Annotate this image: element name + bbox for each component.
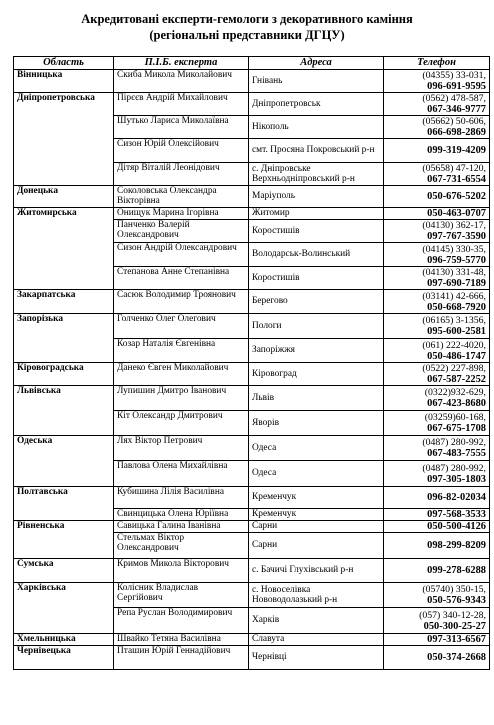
address-cell: Маріуполь bbox=[249, 186, 384, 208]
address-cell: Львів bbox=[249, 386, 384, 411]
phone-cell bbox=[384, 267, 490, 290]
region-cell: Одеська bbox=[14, 436, 114, 487]
phone-mobile: 097-313-6567 bbox=[427, 634, 486, 645]
expert-name-cell: Швайко Тетяна Василівна bbox=[114, 634, 249, 646]
table-row bbox=[14, 559, 490, 583]
phone-cell bbox=[384, 634, 490, 646]
phone-mobile: 097-568-3533 bbox=[427, 509, 486, 520]
phone-mobile: 067-675-1708 bbox=[427, 423, 486, 434]
expert-name-cell: Сизон Андрій Олександрович bbox=[114, 243, 249, 267]
phone-landline: (05740) 350-15, bbox=[422, 584, 486, 595]
phone-cell bbox=[384, 386, 490, 411]
phone-landline: (0487) 280-992, bbox=[422, 462, 486, 474]
address-cell: с. Бачичі Глухівський р-н bbox=[249, 559, 384, 583]
phone-cell bbox=[384, 363, 490, 386]
table-row bbox=[14, 583, 490, 608]
phone-cell bbox=[384, 70, 490, 93]
phone-mobile: 066-698-2869 bbox=[427, 127, 486, 138]
phone-mobile: 095-600-2581 bbox=[427, 326, 486, 337]
phone-mobile: 098-299-8209 bbox=[427, 540, 486, 551]
expert-name-cell: Данеко Євген Миколайович bbox=[114, 363, 249, 386]
phone-cell bbox=[384, 533, 490, 559]
expert-name-cell: Дітяр Віталій Леонідович bbox=[114, 163, 249, 186]
phone-cell bbox=[384, 608, 490, 634]
expert-name-cell: Степанова Анне Степанівна bbox=[114, 267, 249, 290]
address-cell: Пологи bbox=[249, 314, 384, 339]
expert-name-cell: Свинцицька Олена Юріївна bbox=[114, 509, 249, 521]
table-row bbox=[14, 93, 490, 116]
region-cell: Рівненська bbox=[14, 521, 114, 559]
phone-landline: (06165) 3-1356, bbox=[422, 315, 486, 326]
address-cell: Одеса bbox=[249, 436, 384, 461]
phone-cell bbox=[384, 290, 490, 314]
document-subtitle: (регіональні представники ДГЦУ) bbox=[149, 28, 345, 42]
phone-cell bbox=[384, 163, 490, 186]
phone-landline: (04130) 331-48, bbox=[422, 267, 486, 278]
region-cell: Вінницька bbox=[14, 70, 114, 93]
table-header-row bbox=[14, 57, 490, 70]
region-cell: Хмельницька bbox=[14, 634, 114, 646]
phone-mobile: 050-668-7920 bbox=[427, 301, 486, 313]
expert-name-cell: Савицька Галина Іванівна bbox=[114, 521, 249, 533]
region-cell: Полтавська bbox=[14, 487, 114, 521]
phone-mobile: 067-587-2252 bbox=[427, 374, 486, 385]
document-title: Акредитовані експерти-гемологи з декоративного каміння bbox=[81, 12, 413, 26]
phone-landline: (061) 222-4020, bbox=[422, 339, 486, 351]
phone-mobile: 096-691-9595 bbox=[427, 81, 486, 92]
table-row bbox=[14, 386, 490, 411]
header-expert: П.І.Б. експерта bbox=[114, 57, 249, 70]
address-cell: смт. Просяна Покровський р-н bbox=[249, 139, 384, 163]
region-cell: Житомирська bbox=[14, 208, 114, 290]
phone-cell bbox=[384, 314, 490, 339]
phone-landline: (03259)60-168, bbox=[424, 412, 486, 423]
phone-cell bbox=[384, 521, 490, 533]
address-cell: Одеса bbox=[249, 461, 384, 487]
expert-name-cell: Козар Наталія Євгенівна bbox=[114, 339, 249, 363]
address-cell: Кременчук bbox=[249, 487, 384, 509]
expert-name-cell: Панченко Валерій Олександрович bbox=[114, 220, 249, 243]
address-cell: Яворів bbox=[249, 411, 384, 436]
table-row bbox=[14, 186, 490, 208]
experts-table bbox=[13, 56, 490, 670]
address-cell: с. Дніпровське Верхньодніпровський р-н bbox=[249, 163, 384, 186]
phone-mobile: 099-319-4209 bbox=[427, 145, 486, 156]
phone-cell bbox=[384, 208, 490, 220]
phone-mobile: 096-82-02034 bbox=[427, 492, 486, 503]
phone-landline: (057) 340-12-28, bbox=[419, 609, 486, 621]
address-cell: Нікополь bbox=[249, 116, 384, 139]
table-row bbox=[14, 363, 490, 386]
phone-landline: (03141) 42-666, bbox=[422, 290, 486, 302]
expert-name-cell: Кримов Микола Вікторович bbox=[114, 559, 249, 583]
phone-cell bbox=[384, 436, 490, 461]
phone-cell bbox=[384, 411, 490, 436]
address-cell: с. Новоселівка Нововодолазький р-н bbox=[249, 583, 384, 608]
phone-landline: (04130) 362-17, bbox=[422, 220, 486, 231]
expert-name-cell: Онищук Марина Ігорівна bbox=[114, 208, 249, 220]
expert-name-cell: Павлова Олена Михайлівна bbox=[114, 461, 249, 487]
region-cell: Харківська bbox=[14, 583, 114, 634]
phone-cell bbox=[384, 220, 490, 243]
phone-mobile: 097-767-3590 bbox=[427, 231, 486, 242]
region-cell: Дніпропетровська bbox=[14, 93, 114, 186]
address-cell: Кременчук bbox=[249, 509, 384, 521]
expert-name-cell: Пірєєв Андрій Михайлович bbox=[114, 93, 249, 116]
table-row bbox=[14, 290, 490, 314]
address-cell: Харків bbox=[249, 608, 384, 634]
address-cell: Коростишів bbox=[249, 267, 384, 290]
address-cell: Сарни bbox=[249, 521, 384, 533]
phone-mobile: 050-676-5202 bbox=[427, 191, 486, 202]
table-row bbox=[14, 436, 490, 461]
header-region: Область bbox=[14, 57, 114, 70]
header-address: Адреса bbox=[249, 57, 384, 70]
table-row bbox=[14, 314, 490, 339]
region-cell: Донецька bbox=[14, 186, 114, 208]
phone-mobile: 067-423-8680 bbox=[427, 398, 486, 409]
table-row bbox=[14, 521, 490, 533]
phone-cell bbox=[384, 646, 490, 670]
phone-landline: (05662) 50-606, bbox=[422, 116, 486, 127]
phone-landline: (0562) 478-587, bbox=[422, 93, 486, 104]
phone-mobile: 096-759-5770 bbox=[427, 254, 486, 266]
expert-name-cell: Голченко Олег Олегович bbox=[114, 314, 249, 339]
address-cell: Сарни bbox=[249, 533, 384, 559]
expert-name-cell: Стельмах Віктор Олександрович bbox=[114, 533, 249, 559]
expert-name-cell: Колісник Владислав Сергійович bbox=[114, 583, 249, 608]
phone-cell bbox=[384, 487, 490, 509]
phone-landline: (0522) 227-898, bbox=[422, 363, 486, 374]
phone-landline: (04145) 330-35, bbox=[422, 243, 486, 255]
phone-landline: (0487) 280-992, bbox=[422, 437, 486, 448]
expert-name-cell: Сасюк Володимир Троянович bbox=[114, 290, 249, 314]
address-cell: Чернівці bbox=[249, 646, 384, 670]
phone-cell bbox=[384, 186, 490, 208]
address-cell: Житомир bbox=[249, 208, 384, 220]
expert-name-cell: Лупишин Дмитро Іванович bbox=[114, 386, 249, 411]
phone-mobile: 050-374-2668 bbox=[427, 652, 486, 663]
phone-cell bbox=[384, 116, 490, 139]
phone-landline: (05658) 47-120, bbox=[422, 163, 486, 174]
expert-name-cell: Репа Руслан Володимирович bbox=[114, 608, 249, 634]
address-cell: Коростишів bbox=[249, 220, 384, 243]
table-row bbox=[14, 634, 490, 646]
phone-landline: (0322)932-629, bbox=[424, 387, 486, 398]
expert-name-cell: Лях Віктор Петрович bbox=[114, 436, 249, 461]
region-cell: Сумська bbox=[14, 559, 114, 583]
phone-cell bbox=[384, 461, 490, 487]
phone-cell bbox=[384, 509, 490, 521]
phone-landline: (04355) 33-031, bbox=[422, 70, 486, 81]
address-cell: Берегово bbox=[249, 290, 384, 314]
phone-mobile: 097-305-1803 bbox=[427, 473, 486, 485]
table-row bbox=[14, 646, 490, 670]
phone-cell bbox=[384, 583, 490, 608]
phone-mobile: 067-483-7555 bbox=[427, 448, 486, 459]
phone-mobile: 067-346-9777 bbox=[427, 104, 486, 115]
table-row bbox=[14, 487, 490, 509]
region-cell: Закарпатська bbox=[14, 290, 114, 314]
address-cell: Володарськ-Волинський bbox=[249, 243, 384, 267]
table-row bbox=[14, 70, 490, 93]
phone-cell bbox=[384, 559, 490, 583]
table-row bbox=[14, 208, 490, 220]
expert-name-cell: Пташин Юрій Геннадійович bbox=[114, 646, 249, 670]
phone-mobile: 050-463-0707 bbox=[427, 208, 486, 219]
table-body bbox=[14, 70, 490, 670]
phone-mobile: 099-278-6288 bbox=[427, 565, 486, 576]
expert-name-cell: Соколовська Олександра Вікторівна bbox=[114, 186, 249, 208]
expert-name-cell: Сизон Юрій Олексійович bbox=[114, 139, 249, 163]
region-cell: Львівська bbox=[14, 386, 114, 436]
region-cell: Кіровоградська bbox=[14, 363, 114, 386]
phone-mobile: 050-300-25-27 bbox=[423, 620, 486, 632]
header-phone: Телефон bbox=[384, 57, 490, 70]
phone-cell bbox=[384, 243, 490, 267]
region-cell: Чернівецька bbox=[14, 646, 114, 670]
phone-mobile: 050-576-9343 bbox=[427, 595, 486, 606]
address-cell: Дніпропетровськ bbox=[249, 93, 384, 116]
phone-mobile: 050-486-1747 bbox=[427, 350, 486, 362]
phone-cell bbox=[384, 93, 490, 116]
address-cell: Гнівань bbox=[249, 70, 384, 93]
phone-mobile: 097-690-7189 bbox=[427, 278, 486, 289]
expert-name-cell: Кубишина Лілія Василівна bbox=[114, 487, 249, 509]
phone-cell bbox=[384, 339, 490, 363]
phone-mobile: 050-500-4126 bbox=[427, 521, 486, 532]
phone-cell bbox=[384, 139, 490, 163]
address-cell: Славута bbox=[249, 634, 384, 646]
expert-name-cell: Скиба Микола Миколайович bbox=[114, 70, 249, 93]
expert-name-cell: Шутько Лариса Миколаївна bbox=[114, 116, 249, 139]
phone-mobile: 067-731-6554 bbox=[427, 174, 486, 185]
address-cell: Кіровоград bbox=[249, 363, 384, 386]
region-cell: Запорізька bbox=[14, 314, 114, 363]
expert-name-cell: Кіт Олександр Дмитрович bbox=[114, 411, 249, 436]
address-cell: Запоріжжя bbox=[249, 339, 384, 363]
